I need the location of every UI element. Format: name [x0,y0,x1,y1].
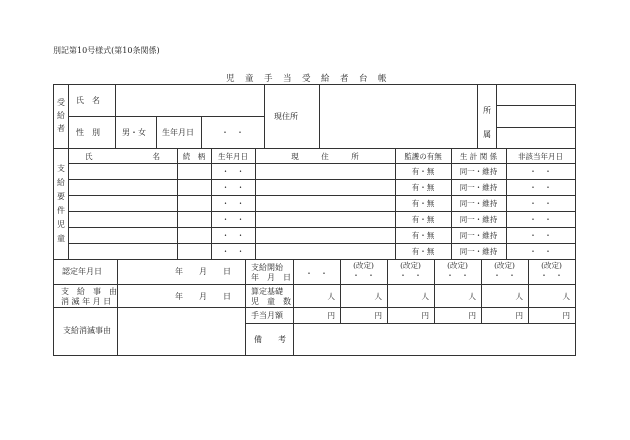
child-ineligible[interactable]: ・ ・ [529,199,552,208]
start-date-value[interactable]: ・ ・ [305,269,328,278]
remarks-label: 備 考 [254,335,286,344]
child-ineligible[interactable]: ・ ・ [529,167,552,176]
revision-label: (改定) [541,261,562,270]
recipient-sex-label: 性 別 [76,128,100,137]
child-ineligible[interactable]: ・ ・ [529,215,552,224]
basis-label-2: 児 童 数 [251,297,291,306]
recipient-dob-value[interactable]: ・ ・ [221,128,244,137]
children-header-dob: 生年月日 [218,152,248,161]
monthly-amount-unit[interactable]: 円 [421,311,429,320]
child-custody[interactable]: 有・無 [411,199,435,208]
child-livelihood[interactable]: 同一・維持 [459,231,498,240]
child-custody[interactable]: 有・無 [411,215,435,224]
children-header-ineligible: 非該当年月日 [518,152,563,161]
revision-date-value[interactable]: ・ ・ [446,271,469,280]
revision-label: (改定) [353,261,374,270]
child-custody[interactable]: 有・無 [411,183,435,192]
revision-date-value[interactable]: ・ ・ [352,271,375,280]
child-custody[interactable]: 有・無 [411,167,435,176]
monthly-amount-label: 手当月額 [251,311,283,320]
children-header-address: 現 住 所 [291,152,359,161]
recipient-sex-options[interactable]: 男・女 [122,128,146,137]
child-count-unit[interactable]: 人 [374,292,382,301]
extinction-reason-label: 支給消滅事由 [63,326,111,335]
child-dob[interactable]: ・ ・ [221,247,245,256]
child-count-unit[interactable]: 人 [421,292,429,301]
child-livelihood[interactable]: 同一・維持 [459,183,498,192]
reason-label-1: 支 給 事 由 [61,287,117,296]
reason-date-value[interactable]: 年 月 日 [175,292,231,301]
child-dob[interactable]: ・ ・ [221,215,245,224]
certified-date-label: 認定年月日 [62,267,102,276]
child-livelihood[interactable]: 同一・維持 [459,167,498,176]
child-ineligible[interactable]: ・ ・ [529,183,552,192]
revision-date-value[interactable]: ・ ・ [540,271,563,280]
revision-label: (改定) [447,261,468,270]
basis-label-1: 算定基礎 [251,287,283,296]
start-date-label-1: 支給開始 [251,263,283,272]
child-count-unit[interactable]: 人 [562,292,570,301]
child-ineligible[interactable]: ・ ・ [529,231,552,240]
revision-date-value[interactable]: ・ ・ [493,271,516,280]
start-date-label-2: 年 月 日 [251,273,291,282]
child-dob[interactable]: ・ ・ [221,183,245,192]
monthly-amount-unit[interactable]: 円 [374,311,382,320]
children-header-relation: 続 柄 [182,152,206,161]
children-header-custody: 監護の有無 [404,152,442,161]
revision-label: (改定) [494,261,515,270]
monthly-amount-unit[interactable]: 円 [562,311,570,320]
child-dob[interactable]: ・ ・ [221,167,245,176]
recipient-name-label: 氏 名 [76,96,100,105]
child-livelihood[interactable]: 同一・維持 [459,215,498,224]
child-count-unit[interactable]: 人 [327,292,335,301]
form-title: 児童手当受給者台帳 [226,74,398,84]
child-custody[interactable]: 有・無 [411,247,435,256]
child-dob[interactable]: ・ ・ [221,199,245,208]
children-header-name: 氏 名 [85,152,160,161]
reason-label-2: 消 滅 年 月 日 [61,297,112,306]
child-livelihood[interactable]: 同一・維持 [459,247,498,256]
recipient-section-label: 受給者 [57,98,65,133]
monthly-amount-unit[interactable]: 円 [327,311,335,320]
recipient-address-label: 現住所 [274,112,298,121]
child-livelihood[interactable]: 同一・維持 [459,199,498,208]
affiliation-label: 所属 [483,106,491,139]
child-count-unit[interactable]: 人 [515,292,523,301]
monthly-amount-unit[interactable]: 円 [468,311,476,320]
revision-label: (改定) [400,261,421,270]
child-ineligible[interactable]: ・ ・ [529,247,552,256]
form-number-label: 別記第10号様式(第10条関係) [53,46,160,55]
children-section-label: 支給要件児童 [57,164,65,243]
child-custody[interactable]: 有・無 [411,231,435,240]
revision-date-value[interactable]: ・ ・ [399,271,422,280]
child-dob[interactable]: ・ ・ [221,231,245,240]
recipient-dob-label: 生年月日 [162,128,194,137]
children-header-livelihood: 生 計 関 係 [459,152,498,161]
monthly-amount-unit[interactable]: 円 [515,311,523,320]
child-count-unit[interactable]: 人 [468,292,476,301]
certified-date-value[interactable]: 年 月 日 [175,267,231,276]
